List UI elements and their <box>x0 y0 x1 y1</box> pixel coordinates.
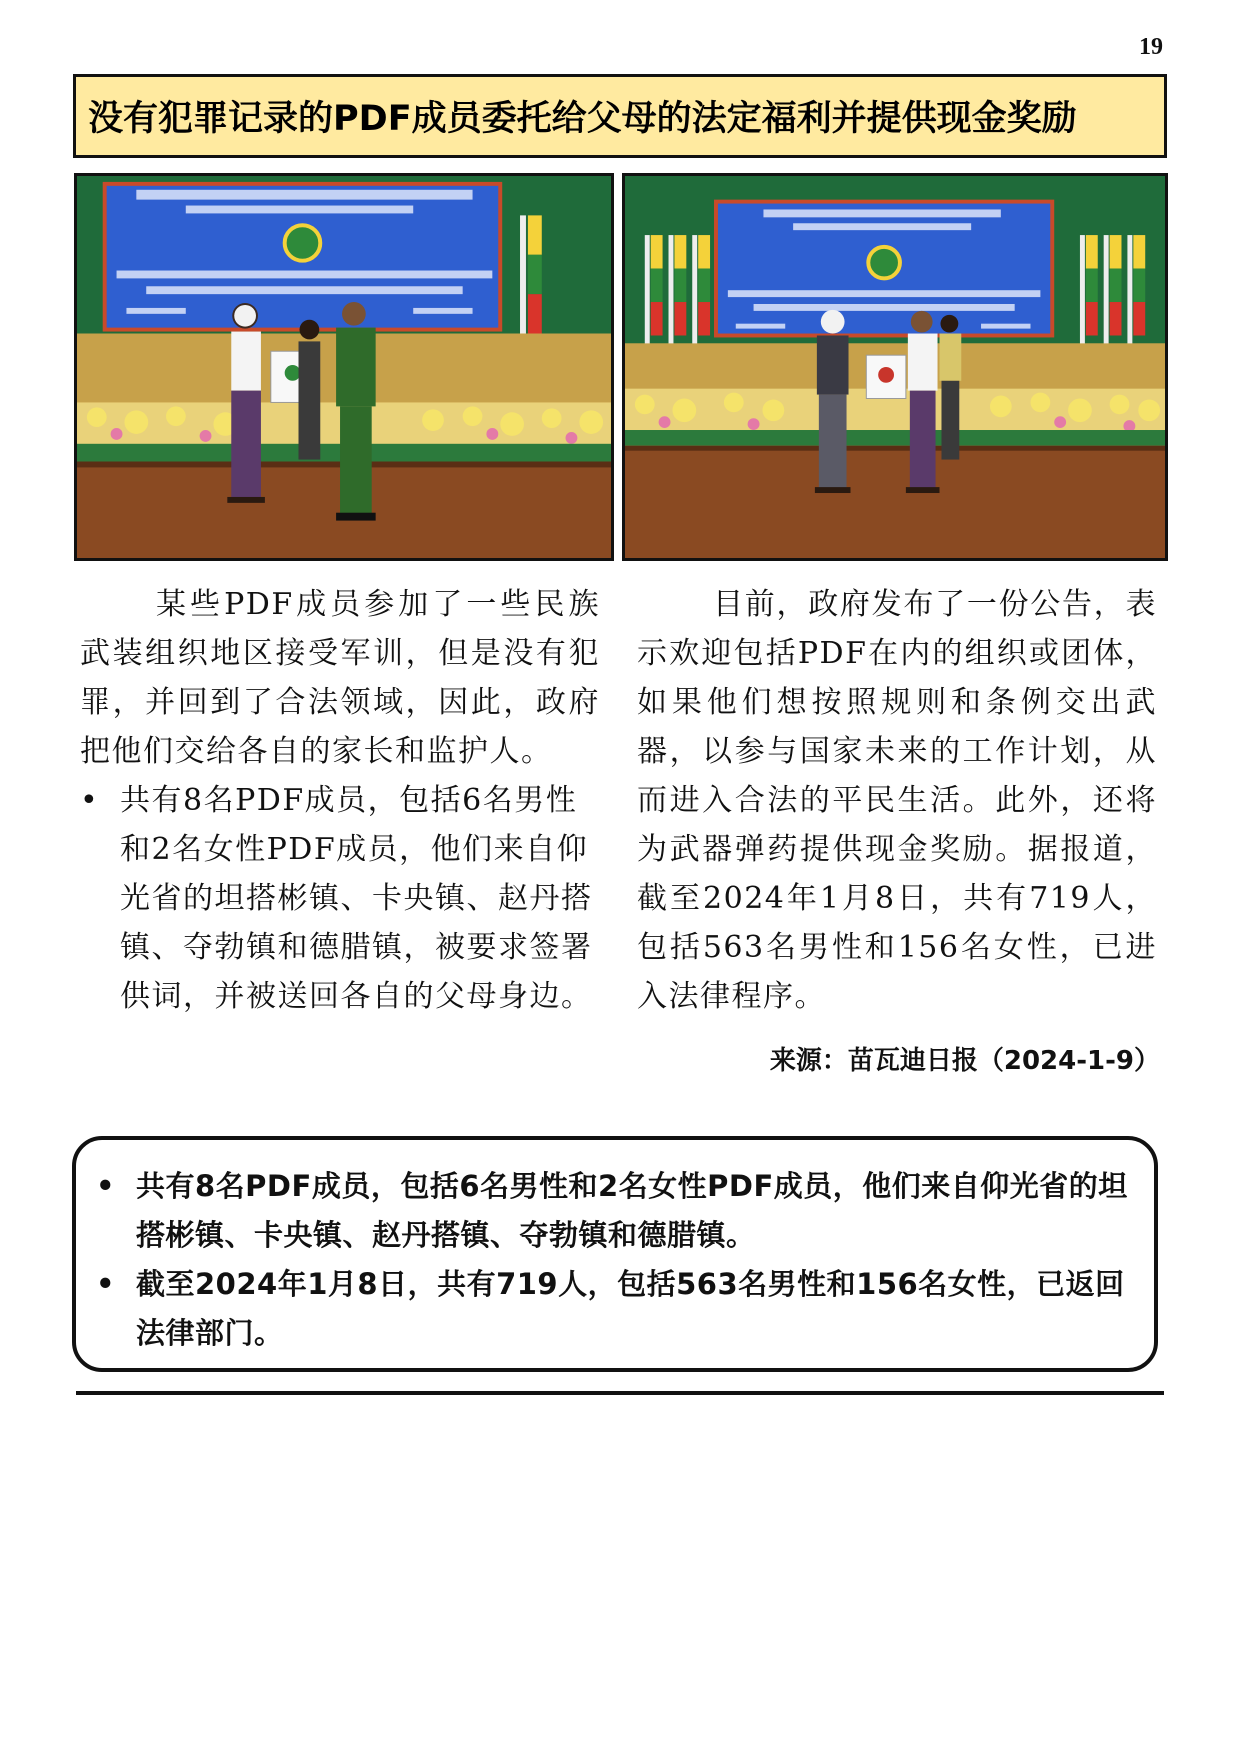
summary-item <box>92 1260 1134 1358</box>
left-column <box>80 580 600 1021</box>
left-paragraph: 某些PDF成员参加了一些民族武装组织地区接受军训，但是没有犯罪，并回到了合法领域，因此，政府把他们交给各自的家长和监护人。 <box>80 587 600 769</box>
summary-item-text: 共有8名PDF成员，包括6名男性和2名女性PDF成员，他们来自仰光省的坦搭彬镇、卡央镇、赵丹搭镇、夺勃镇和德腊镇。 <box>136 1169 1128 1252</box>
summary-box <box>72 1136 1158 1372</box>
bullet-dot: • <box>96 1267 116 1301</box>
source-citation: 来源：苗瓦迪日报（2024-1-9） <box>769 1046 1160 1076</box>
left-bullet-list <box>80 776 600 1021</box>
summary-item-text: 截至2024年1月8日，共有719人，包括563名男性和156名女性，已返回法律部门。 <box>136 1267 1125 1350</box>
ceremony-photo-right-image <box>625 176 1165 558</box>
page-number: 19 <box>1139 34 1163 60</box>
left-bullet-item <box>80 776 600 1021</box>
title-banner <box>73 74 1167 158</box>
ceremony-photo-right <box>622 173 1168 561</box>
bottom-divider <box>76 1391 1164 1395</box>
summary-item <box>92 1162 1134 1260</box>
ceremony-photo-left-image <box>77 176 611 558</box>
summary-list <box>92 1162 1134 1358</box>
bullet-dot: • <box>80 783 100 818</box>
right-column <box>637 580 1157 1021</box>
ceremony-photo-left <box>74 173 614 561</box>
bullet-dot: • <box>96 1169 116 1203</box>
left-bullet-text: 共有8名PDF成员，包括6名男性和2名女性PDF成员，他们来自仰光省的坦搭彬镇、卡央镇、赵丹搭镇、夺勃镇和德腊镇，被要求签署供词，并被送回各自的父母身边。 <box>120 783 593 1014</box>
page-title: 没有犯罪记录的PDF成员委托给父母的法定福利并提供现金奖励 <box>88 99 1077 139</box>
right-paragraph: 目前，政府发布了一份公告，表示欢迎包括PDF在内的组织或团体，如果他们想按照规则和条例交出武器，以参与国家未来的工作计划，从而进入合法的平民生活。此外，还将为武器弹药提供现金奖励。据报道，截至2024年1月8日，共有719人，包括563名男性和156名女性，已进入法律程序。 <box>637 587 1157 1014</box>
